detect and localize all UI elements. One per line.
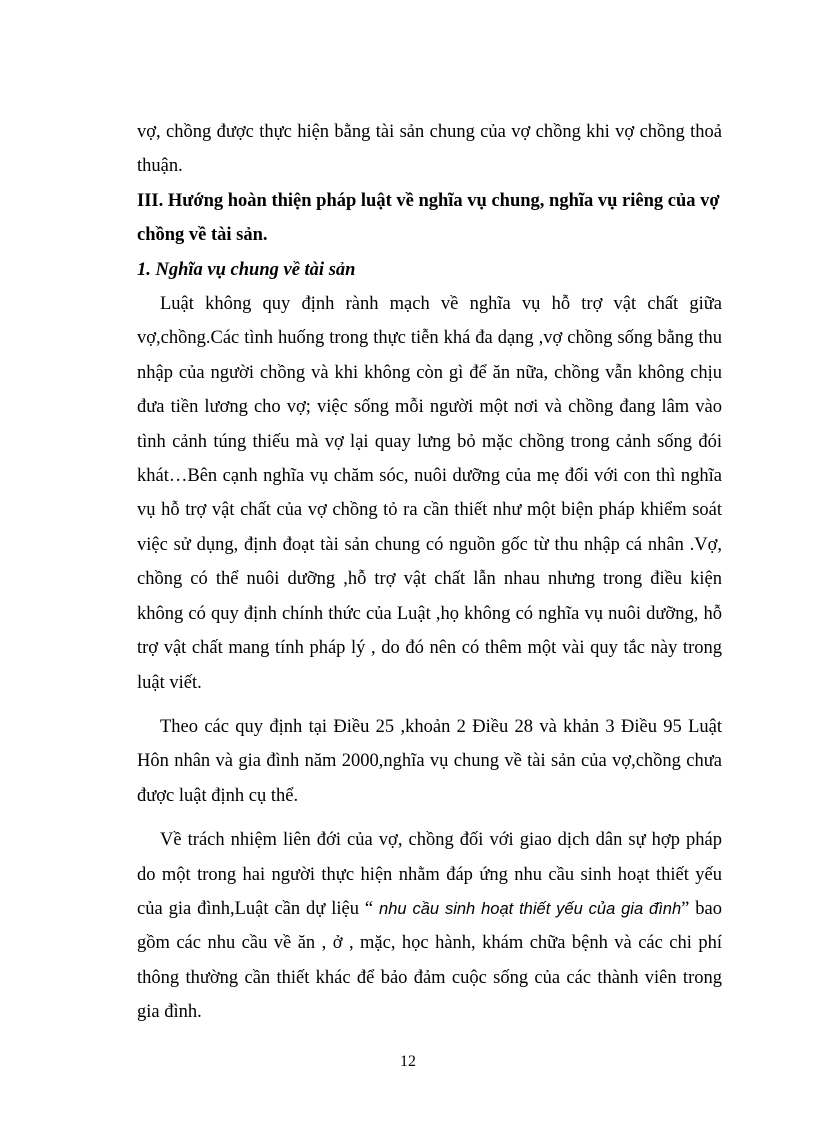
- paragraph-3-end: ” bao gồm các nhu cầu về ăn , ở , mặc, học hành, khám chữa bệnh và các chi phí thông thường cần thiết khác để bảo đảm cuộc sống của các thành viên trong gia đình.: [137, 898, 722, 1023]
- body-paragraph-2: Theo các quy định tại Điều 25 ,khoản 2 Điều 28 và khản 3 Điều 95 Luật Hôn nhân và gia đình năm 2000,nghĩa vụ chung về tài sản của vợ,chồng chưa được luật định cụ thể.: [137, 716, 722, 806]
- document-body: [137, 115, 722, 1030]
- body-paragraph-3: [137, 823, 722, 1029]
- section-heading: III. Hướng hoàn thiện pháp luật về nghĩa vụ chung, nghĩa vụ riêng của vợ chồng về tài sản.: [137, 190, 720, 246]
- paragraph-3-quote: nhu cầu sinh hoạt thiết yếu của gia đình: [379, 899, 682, 918]
- continuation-paragraph: vợ, chồng được thực hiện bằng tài sản chung của vợ chồng khi vợ chồng thoả thuận.: [137, 122, 722, 177]
- page-number: 12: [400, 1053, 416, 1070]
- subsection-heading: 1. Nghĩa vụ chung về tài sản: [137, 259, 356, 280]
- paragraph-3-start: Về trách nhiệm liên đới của vợ, chồng đối với giao dịch dân sự hợp pháp do một trong hai người thực hiện nhằm đáp ứng nhu cầu sinh hoạt thiết yếu của gia đình,Luật cần dự liệu “: [137, 830, 722, 919]
- body-paragraph-1: Luật không quy định rành mạch về nghĩa vụ hỗ trợ vật chất giữa vợ,chồng.Các tình huống trong thực tiễn khá đa dạng ,vợ chồng sống bằng thu nhập của người chồng và khi không còn gì để ăn nữa, chồng vẫn không chịu đưa tiền lương cho vợ; việc sống mỗi người một nơi và chồng đang lâm vào tình cảnh túng thiếu mà vợ lại quay lưng bỏ mặc chồng trong cảnh sống đói khát…Bên cạnh nghĩa vụ chăm sóc, nuôi dưỡng của mẹ đối với con thì nghĩa vụ hỗ trợ vật chất của vợ chồng tỏ ra cần thiết như một biện pháp khiểm soát việc sử dụng, định đoạt tài sản chung có nguồn gốc từ thu nhập cá nhân .Vợ, chồng có thể nuôi dưỡng ,hỗ trợ vật chất lẫn nhau nhưng trong điều kiện không có quy định chính thức của Luật ,họ không có nghĩa vụ nuôi dưỡng, hỗ trợ vật chất mang tính pháp lý , do đó nên có thêm một vài quy tắc này trong luật viết.: [137, 294, 722, 693]
